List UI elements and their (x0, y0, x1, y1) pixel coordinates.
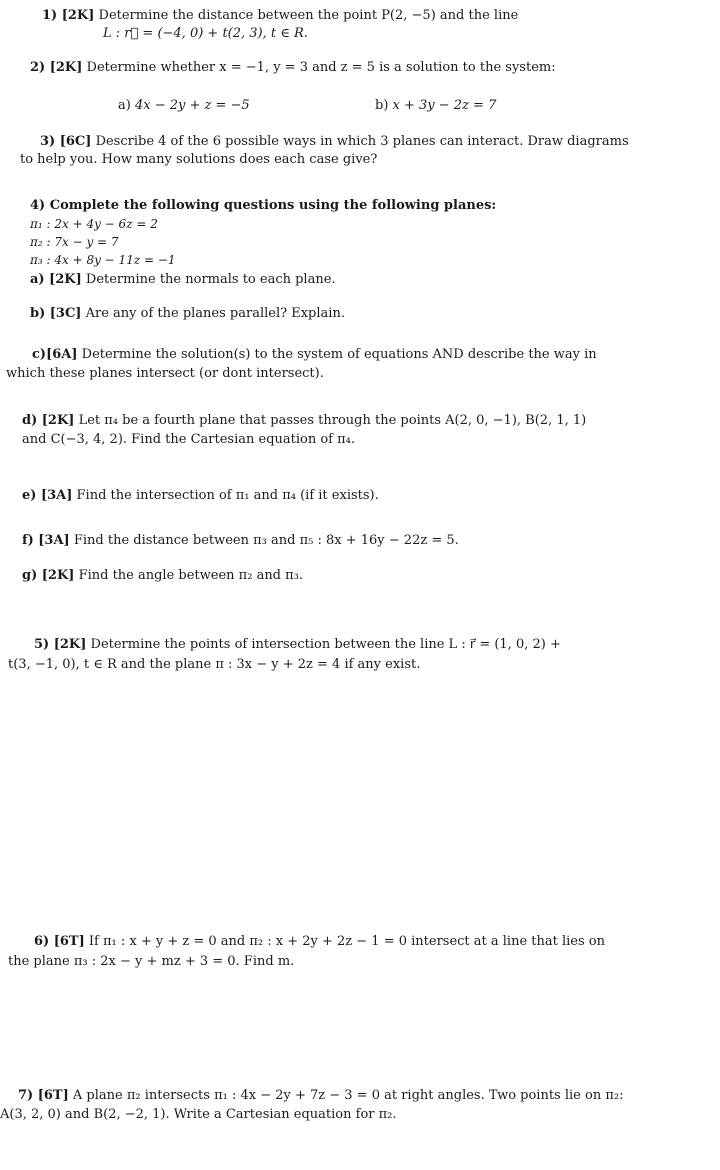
q4b-text: Are any of the planes parallel? Explain. (85, 306, 345, 321)
q7-label: 7) [6T] (18, 1088, 69, 1103)
q1-label: 1) [2K] (42, 8, 95, 23)
q5-line2: t(3, −1, 0), t ∈ R and the plane π : 3x − y + 2z = 4 if any exist. (8, 657, 421, 672)
q4a-text: Determine the normals to each plane. (85, 272, 336, 287)
q3-text-line1: Describe 4 of the 6 possible ways in which 3 planes can interact. Draw diagrams (95, 134, 629, 149)
q3-line2: to help you. How many solutions does each case give? (20, 152, 378, 167)
q4c-line2: which these planes intersect (or dont intersect). (6, 366, 324, 381)
q4g-label: g) [2K] (22, 568, 75, 583)
q4d-line2: and C(−3, 4, 2). Find the Cartesian equation of π₄. (22, 432, 356, 447)
q4-plane-pi3: π₃ : 4x + 8y − 11z = −1 (30, 253, 176, 267)
q4e-text: Find the intersection of π₁ and π₄ (if it exists). (76, 488, 379, 503)
q6-line1 (34, 934, 605, 950)
q1-line-equation: L : r⃗ = (−4, 0) + t(2, 3), t ∈ R. (103, 26, 308, 41)
q1-line1 (42, 8, 518, 24)
q2-equation-a (118, 98, 250, 114)
q4e-label: e) [3A] (22, 488, 73, 503)
q4b-line (30, 306, 345, 322)
q4-intro: 4) Complete the following questions using the following planes: (30, 198, 497, 213)
q5-label: 5) [2K] (34, 637, 87, 652)
q4a-line (30, 272, 336, 288)
q1-text: Determine the distance between the point P(2, −5) and the line (98, 8, 519, 23)
q4c-label: c)[6A] (32, 347, 78, 362)
q4d-line1 (22, 413, 586, 429)
q2-line1 (30, 60, 556, 76)
q4e-line (22, 488, 379, 504)
q3-label: 3) [6C] (40, 134, 92, 149)
q6-label: 6) [6T] (34, 934, 85, 949)
q4d-text-line1: Let π₄ be a fourth plane that passes through the points A(2, 0, −1), B(2, 1, 1) (78, 413, 587, 428)
q4d-label: d) [2K] (22, 413, 75, 428)
q2-text: Determine whether x = −1, y = 3 and z = 5 is a solution to the system: (86, 60, 556, 75)
q4f-text: Find the distance between π₃ and π₅ : 8x + 16y − 22z = 5. (73, 533, 459, 548)
q4-plane-pi2: π₂ : 7x − y = 7 (30, 235, 119, 249)
q4f-line (22, 533, 459, 549)
q4c-line1 (32, 347, 597, 363)
q4c-text-line1: Determine the solution(s) to the system of equations AND describe the way in (81, 347, 597, 362)
q7-text-line1: A plane π₂ intersects π₁ : 4x − 2y + 7z − 3 = 0 at right angles. Two points lie on π₂: (72, 1088, 624, 1103)
q2-equation-a-text: 4x − 2y + z = −5 (134, 98, 250, 113)
q7-line1 (18, 1088, 623, 1104)
q5-line1 (34, 637, 561, 653)
q3-line1 (40, 134, 629, 150)
q2-equation-a-label: a) (118, 98, 131, 113)
q2-equation-b-text: x + 3y − 2z = 7 (392, 98, 497, 113)
q6-line2: the plane π₃ : 2x − y + mz + 3 = 0. Find m. (8, 954, 295, 969)
q4-plane-pi1: π₁ : 2x + 4y − 6z = 2 (30, 217, 158, 231)
q2-equation-b-label: b) (375, 98, 389, 113)
q7-line2: A(3, 2, 0) and B(2, −2, 1). Write a Cartesian equation for π₂. (0, 1107, 397, 1122)
q4g-text: Find the angle between π₂ and π₃. (78, 568, 304, 583)
q2-equation-b (375, 98, 496, 114)
q4f-label: f) [3A] (22, 533, 70, 548)
q5-text-line1: Determine the points of intersection between the line L : r⃗ = (1, 0, 2) + (90, 637, 561, 652)
q4a-label: a) [2K] (30, 272, 82, 287)
q4b-label: b) [3C] (30, 306, 82, 321)
q2-label: 2) [2K] (30, 60, 83, 75)
q4g-line (22, 568, 303, 584)
q6-text-line1: If π₁ : x + y + z = 0 and π₂ : x + 2y + 2z − 1 = 0 intersect at a line that lies on (88, 934, 605, 949)
